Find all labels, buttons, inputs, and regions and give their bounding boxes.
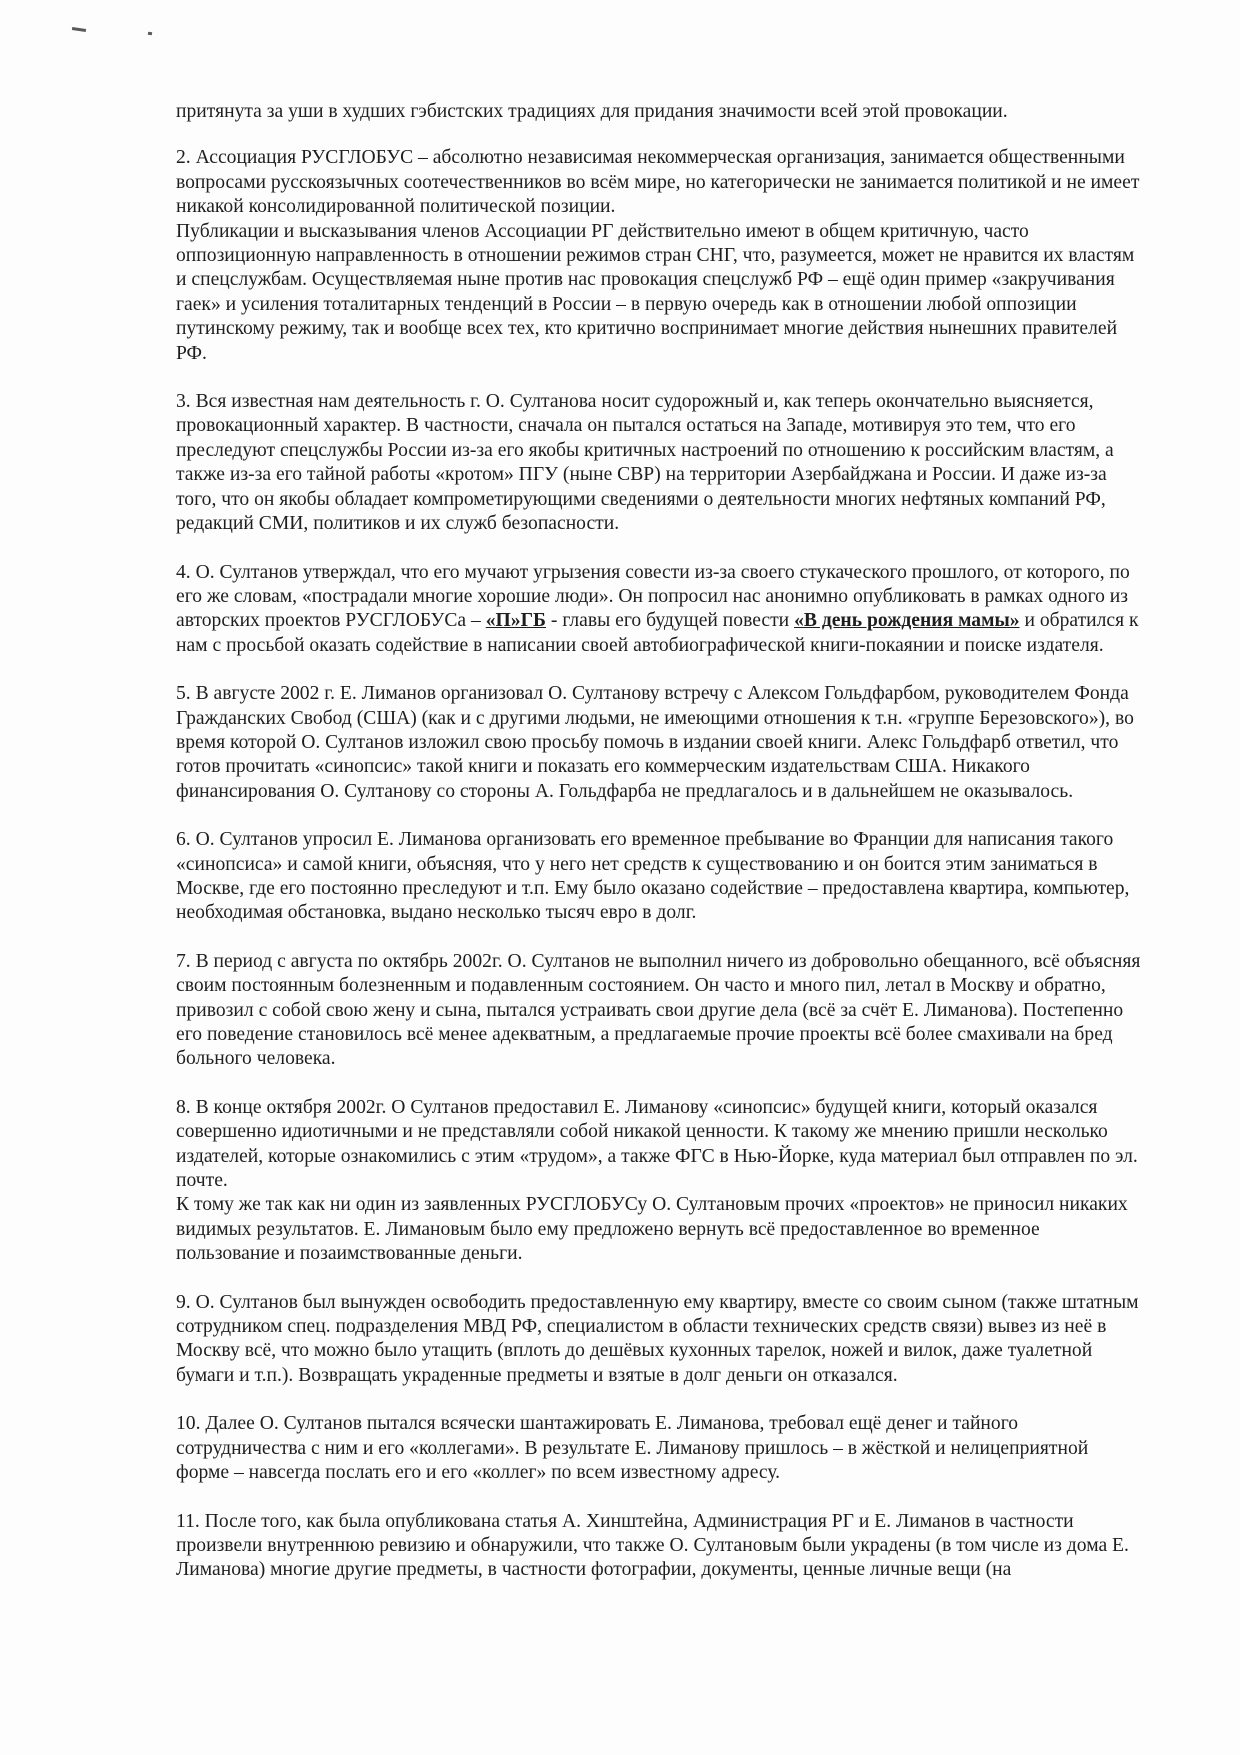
paragraph-2 [176,146,1144,366]
paragraph-4-text-b: - главы его будущей повести [546,610,795,632]
paragraph-4 [176,561,1144,659]
paragraph-4-text-a: 4. О. Султанов утверждал, что его мучают угрызения совести из-за своего стукаческого прошлого, от которого, по его же словам, «пострадали многие хорошие люди». Он попросил нас анонимно опубликовать в рамках одного из авторских проектов РУСГЛОБУСа – [176,561,1130,632]
document-body [176,100,1144,1583]
birthday-story-link[interactable]: «В день рождения мамы» [794,610,1020,632]
paragraph-11: 11. После того, как была опубликована статья А. Хинштейна, Администрация РГ и Е. Лиманов в частности произвели внутреннюю ревизию и обнаружили, что также О. Султановым были украдены (в том числе из дома Е. Лиманова) многие другие предметы, в частности фотографии, документы, ценные личные вещи (на [176,1510,1129,1581]
scan-mark [148,32,152,36]
paragraph-8-part-1: 8. В конце октября 2002г. О Султанов предоставил Е. Лиманову «синопсис» будущей книги, который оказался совершенно идиотичными и не представляли собой никакой ценности. К такому же мнению пришли несколько издателей, которые ознакомились с этим «трудом», а также ФГС в Нью-Йорке, куда материал был отправлен по эл. почте. [176,1096,1138,1192]
paragraph-2-part-2: Публикации и высказывания членов Ассоциации РГ действительно имеют в общем критичную, часто оппозиционную направленность в отношении режимов стран СНГ, что, разумеется, может не нравится их властям и спецслужбам. Осуществляемая ныне против нас провокация спецслужб РФ – ещё один пример «закручивания гаек» и усиления тоталитарных тенденций в России – в первую очередь как в отношении любой оппозиции путинскому режиму, так и вообще всех тех, кто критично воспринимает многие действия нынешних правителей РФ. [176,220,1135,364]
paragraph-3: 3. Вся известная нам деятельность г. О. Султанова носит судорожный и, как теперь окончательно выясняется, провокационный характер. В частности, сначала он пытался остаться на Западе, мотивируя это тем, что его преследуют спецслужбы России из-за его якобы критичных настроений по отношению к российским властям, а также из-за его тайной работы «кротом» ПГУ (ныне СВР) на территории Азербайджана и России. И даже из-за того, что он якобы обладает компрометирующими сведениями о деятельности многих нефтяных компаний РФ, редакций СМИ, политиков и их служб безопасности. [176,391,1114,535]
paragraph-2-part-1: 2. Ассоциация РУСГЛОБУС – абсолютно независимая некоммерческая организация, занимается общественными вопросами русскоязычных соотечественников во всём мире, но категорически не занимается политикой и не имеет никакой консолидированной политической позиции. [176,147,1140,218]
scan-mark [72,27,86,32]
paragraph-8-part-2: К тому же так как ни один из заявленных РУСГЛОБУСу О. Султановым прочих «проектов» не приносил никаких видимых результатов. Е. Лимановым было ему предложено вернуть всё предоставленное во временное пользование и позаимствованные деньги. [176,1194,1128,1265]
pgb-link[interactable]: «П»ГБ [485,610,546,632]
paragraph-6: 6. О. Султанов упросил Е. Лиманова организовать его временное пребывание во Франции для написания такого «синопсиса» и самой книги, объясняя, что у него нет средств к существованию и он боится этим заниматься в Москве, где его постоянно преследуют и т.п. Ему было оказано содействие – предоставлена квартира, компьютер, необходимая обстановка, выдано несколько тысяч евро в долг. [176,829,1130,924]
paragraph-5: 5. В августе 2002 г. Е. Лиманов организовал О. Султанову встречу с Алексом Гольдфарбом, руководителем Фонда Гражданских Свобод (США) (как и с другими людьми, не имеющими отношения к т.н. «группе Березовского»), во время которой О. Султанов изложил свою просьбу помочь в издании своей книги. Алекс Гольдфарб ответил, что готов прочитать «синопсис» такой книги и показать его коммерческим издательствам США. Никакого финансирования О. Султанову со стороны А. Гольдфарба не предлагалось и в дальнейшем не оказывалось. [176,683,1134,802]
paragraph-continuation: притянута за уши в худших гэбистских традициях для придания значимости всей этой провокации. [176,101,1008,122]
paragraph-9: 9. О. Султанов был вынужден освободить предоставленную ему квартиру, вместе со своим сыном (также штатным сотрудником спец. подразделения МВД РФ, специалистом в области технических средств связи) вывез из неё в Москву всё, что можно было утащить (вплоть до дешёвых кухонных тарелок, ножей и вилок, даже туалетной бумаги и т.п.). Возвращать украденные предметы и взятые в долг деньги он отказался. [176,1291,1139,1386]
paragraph-10: 10. Далее О. Султанов пытался всячески шантажировать Е. Лиманова, требовал ещё денег и тайного сотрудничества с ним и его «коллегами». В результате Е. Лиманову пришлось – в жёсткой и нелицеприятной форме – навсегда послать его и его «коллег» по всем известному адресу. [176,1413,1089,1484]
paragraph-7: 7. В период с августа по октябрь 2002г. О. Султанов не выполнил ничего из добровольно обещанного, всё объясняя своим постоянным болезненным и подавленным состоянием. Он часто и много пил, летал в Москву и обратно, привозил с собой свою жену и сына, пытался устраивать свои другие дела (всё за счёт Е. Лиманова). Постепенно его поведение становилось всё менее адекватным, а предлагаемые прочие проекты всё более смахивали на бред больного человека. [176,950,1141,1070]
paragraph-8 [176,1096,1144,1267]
paragraph-4-text-c: и обратился к нам с просьбой оказать содействие в написании своей автобиографической книги-покаянии и поиске издателя. [176,610,1139,656]
